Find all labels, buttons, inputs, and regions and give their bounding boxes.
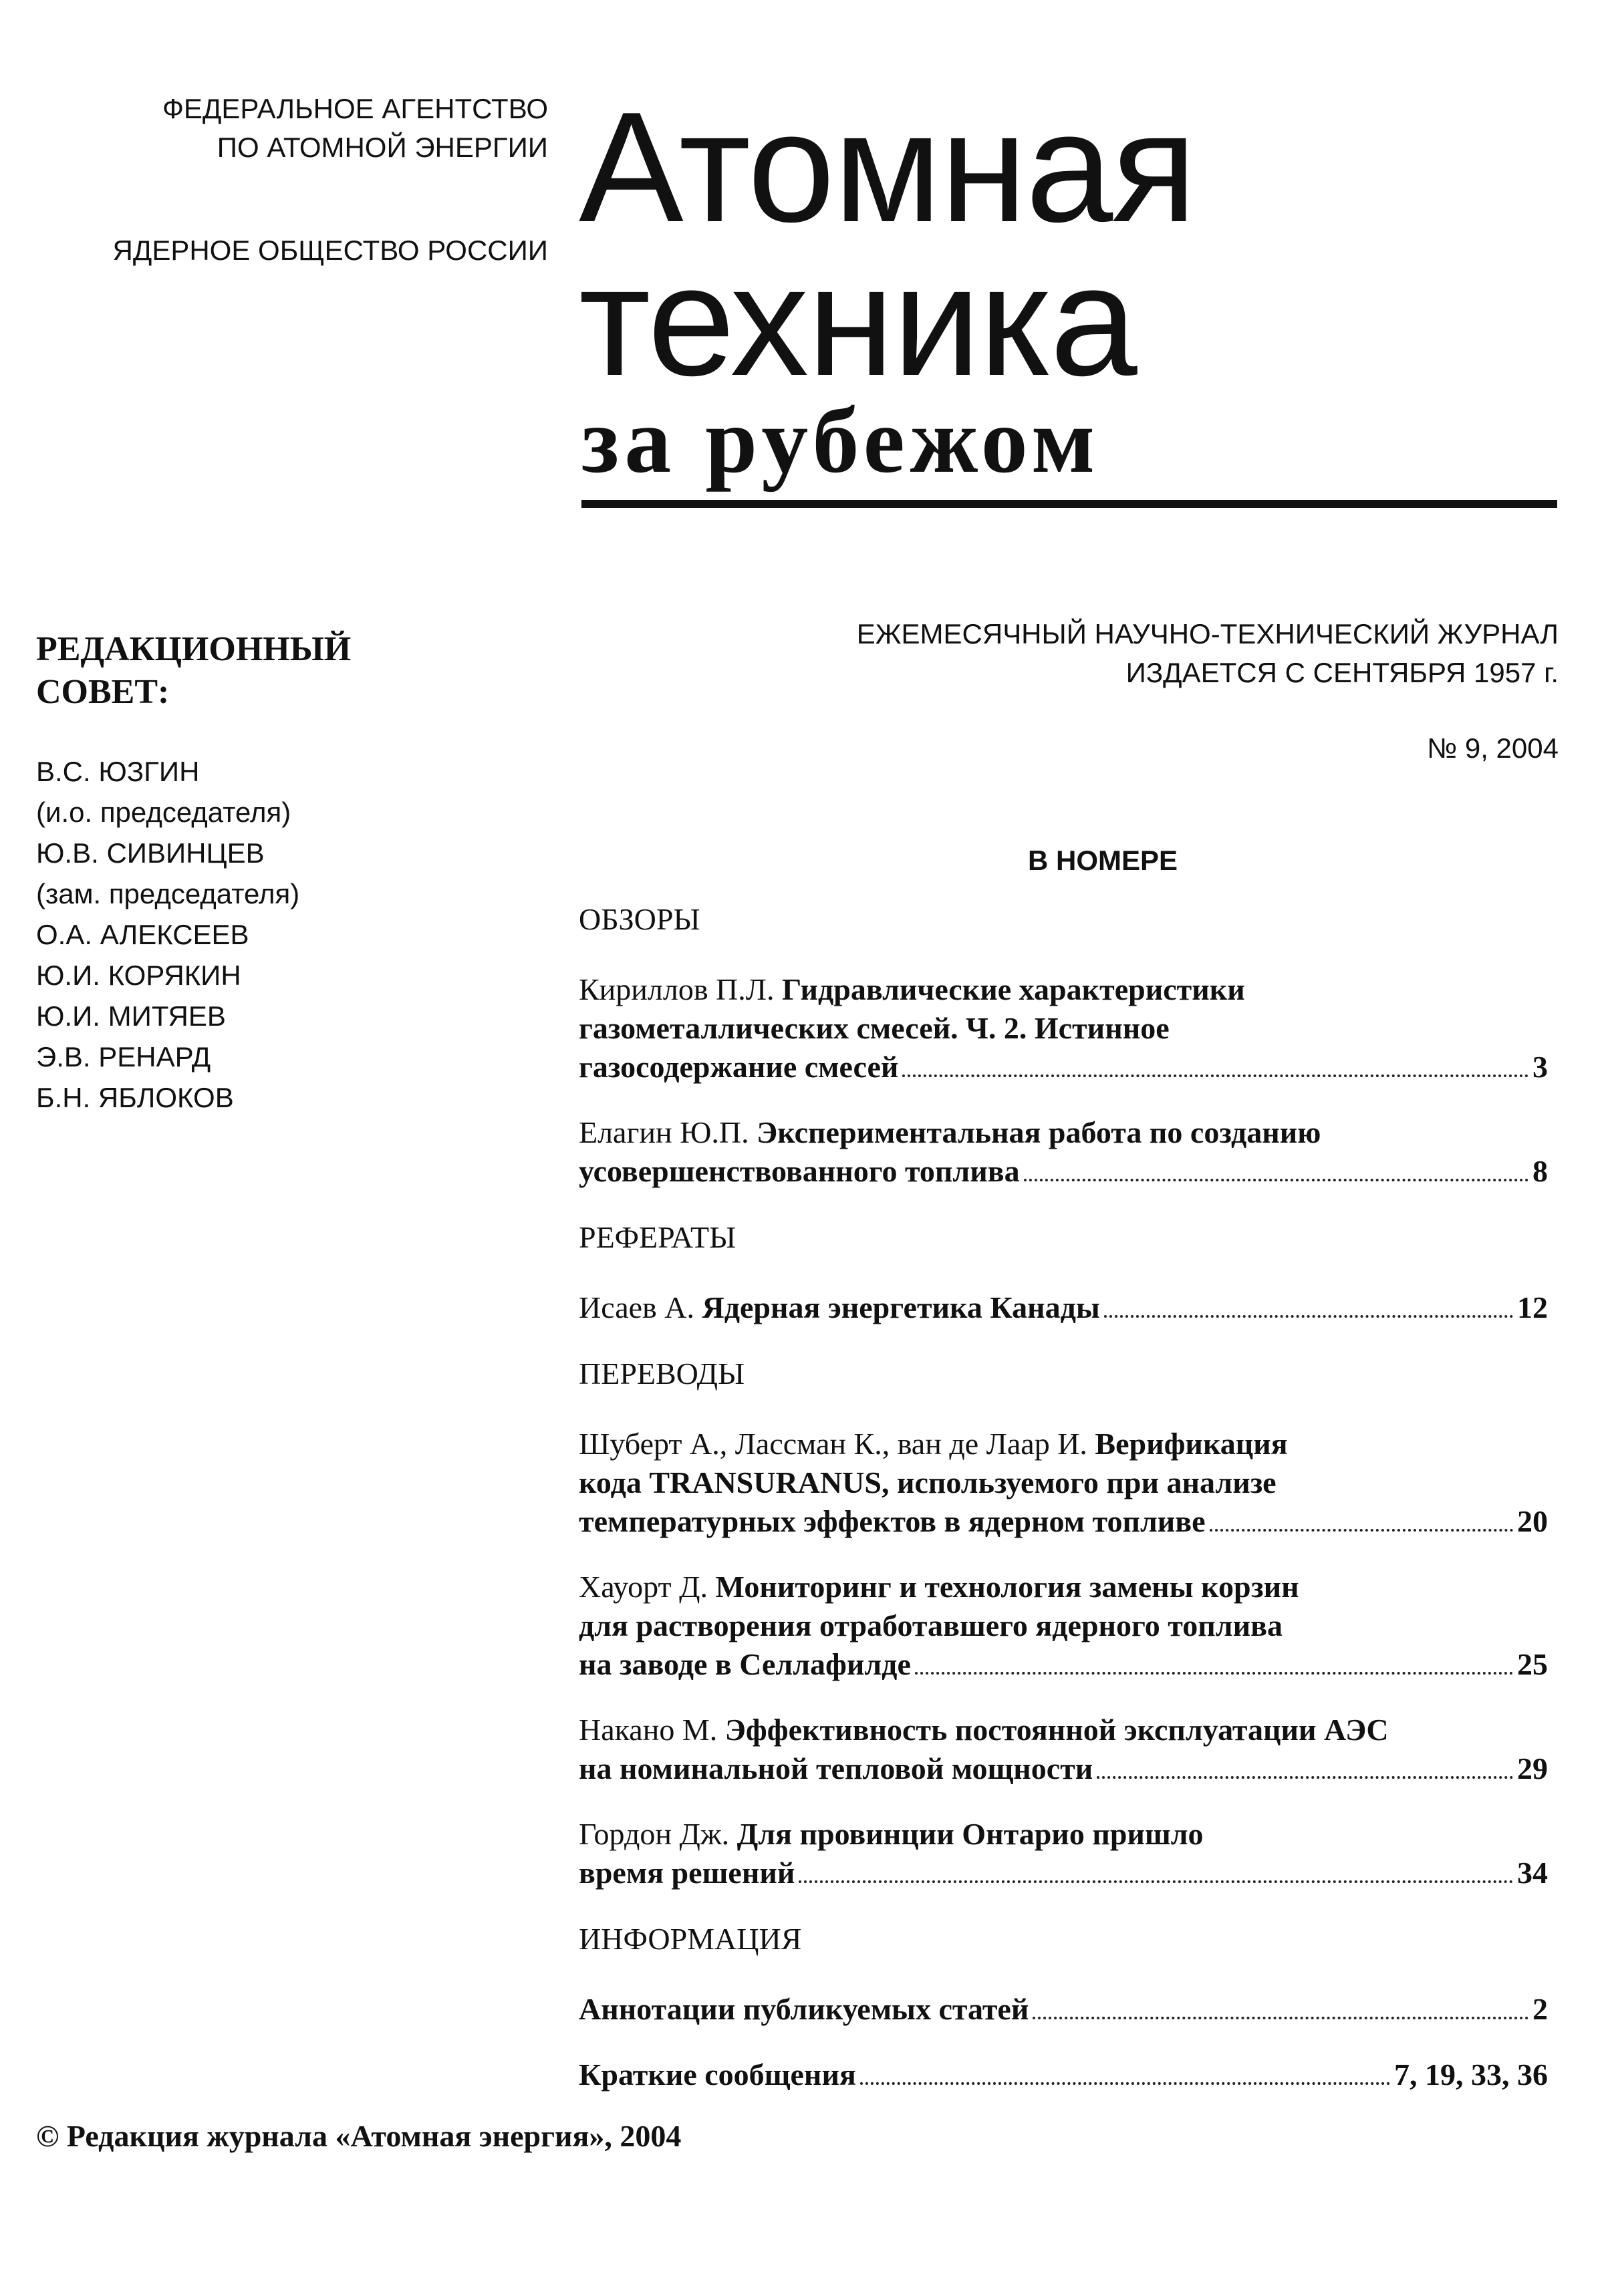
board-member: Ю.И. КОРЯКИН [36,960,241,991]
entry-page: 12 [1517,1290,1548,1324]
entry-title: Ядерная энергетика Канады [702,1290,1100,1324]
board-member: Ю.И. МИТЯЕВ [36,1000,226,1032]
section-title-translations: ПЕРЕВОДЫ [579,1356,745,1391]
toc-entry[interactable] [579,1815,1548,1892]
entry-author: Елагин Ю.П. [579,1115,749,1149]
entry-title: Гидравлические характеристики [781,972,1245,1006]
entry-title: кода TRANSURANUS, используемого при анализе [579,1465,1277,1499]
entry-title: Краткие сообщения [579,2057,856,2092]
masthead-title-line3: за рубежом [581,389,1101,492]
entry-page: 8 [1532,1154,1548,1188]
board-heading-line: РЕДАКЦИОННЫЙ [36,630,352,668]
board-members [36,751,299,1118]
leader-dots [799,1880,1513,1883]
toc-entry[interactable] [579,1425,1548,1541]
copyright-notice: © Редакция журнала «Атомная энергия», 2004 [36,2119,682,2153]
entry-page: 3 [1532,1050,1548,1084]
section-title-information: ИНФОРМАЦИЯ [579,1922,802,1956]
entry-page: 25 [1517,1647,1548,1681]
board-member: Э.В. РЕНАРД [36,1041,211,1072]
entry-title: Экспериментальная работа по созданию [757,1115,1321,1149]
publishers-block [40,90,548,270]
toc-entry[interactable] [579,1711,1548,1788]
toc-entry[interactable] [579,970,1548,1087]
entry-title: время решений [579,1856,795,1890]
entry-title: Эффективность постоянной эксплуатации АЭС [724,1713,1389,1747]
issue-number: № 9, 2004 [1427,732,1559,764]
entry-title: газосодержание смесей [579,1050,899,1084]
toc-entry[interactable] [579,1288,1548,1327]
publisher-line: ПО АТОМНОЙ ЭНЕРГИИ [217,132,548,163]
table-of-contents [579,899,1548,2121]
entry-title: температурных эффектов в ядерном топливе [579,1504,1206,1538]
leader-dots [1097,1776,1513,1779]
entry-title: на номинальной тепловой мощности [579,1751,1093,1785]
section-title-reviews: ОБЗОРЫ [579,902,700,936]
entry-page: 2 [1532,1992,1548,2026]
leader-dots [860,2082,1390,2085]
toc-entry[interactable] [579,1568,1548,1684]
board-member: Б.Н. ЯБЛОКОВ [36,1082,234,1113]
entry-title: на заводе в Селлафилде [579,1647,911,1681]
entry-page: 20 [1517,1504,1548,1538]
entry-title: для растворения отработавшего ядерного топлива [579,1608,1283,1642]
entry-title: Аннотации публикуемых статей [579,1992,1029,2026]
board-heading [36,628,351,714]
masthead-rule [581,500,1557,508]
masthead-title-line2: техника [579,233,1136,408]
toc-entry[interactable] [579,2055,1548,2094]
journal-description: ЕЖЕМЕСЯЧНЫЙ НАУЧНО-ТЕХНИЧЕСКИЙ ЖУРНАЛ [856,618,1559,650]
publisher-line: ФЕДЕРАЛЬНОЕ АГЕНТСТВО [162,93,548,124]
entry-title: Для провинции Онтарио пришло [737,1817,1204,1851]
leader-dots [902,1074,1528,1077]
board-member: О.А. АЛЕКСЕЕВ [36,919,249,950]
board-member: В.С. ЮЗГИН [36,756,200,787]
entry-page: 7, 19, 33, 36 [1394,2057,1548,2092]
leader-dots [915,1672,1513,1675]
board-member: Ю.В. СИВИНЦЕВ [36,837,265,869]
board-member-role: (зам. председателя) [36,878,300,909]
contents-heading: В НОМЕРЕ [1027,845,1178,876]
entry-author: Исаев А. [579,1290,694,1324]
toc-entry[interactable] [579,1990,1548,2029]
entry-author: Гордон Дж. [579,1817,730,1851]
entry-author: Шуберт А., Лассман К., ван де Лаар И. [579,1427,1087,1461]
entry-page: 34 [1517,1856,1548,1890]
section-title-abstracts: РЕФЕРАТЫ [579,1220,737,1254]
leader-dots [1024,1179,1528,1181]
board-heading-line: СОВЕТ: [36,673,170,711]
entry-title: Верификация [1095,1427,1288,1461]
leader-dots [1104,1315,1513,1318]
entry-title: газометаллических смесей. Ч. 2. Истинное [579,1011,1170,1045]
leader-dots [1033,2017,1528,2019]
entry-author: Накано М. [579,1713,718,1747]
publisher-line: ЯДЕРНОЕ ОБЩЕСТВО РОССИИ [112,235,548,266]
board-member-role: (и.о. председателя) [36,797,291,828]
masthead-title-line1: Атомная [579,79,1196,255]
entry-title: Мониторинг и технология замены корзин [715,1570,1299,1604]
journal-since: ИЗДАЕТСЯ С СЕНТЯБРЯ 1957 г. [1125,657,1559,688]
entry-title: усовершенствованного топлива [579,1154,1020,1188]
toc-entry[interactable] [579,1113,1548,1191]
entry-author: Кириллов П.Л. [579,972,775,1006]
entry-page: 29 [1517,1751,1548,1785]
leader-dots [1210,1529,1513,1532]
journal-info [735,615,1559,692]
entry-author: Хауорт Д. [579,1570,708,1604]
